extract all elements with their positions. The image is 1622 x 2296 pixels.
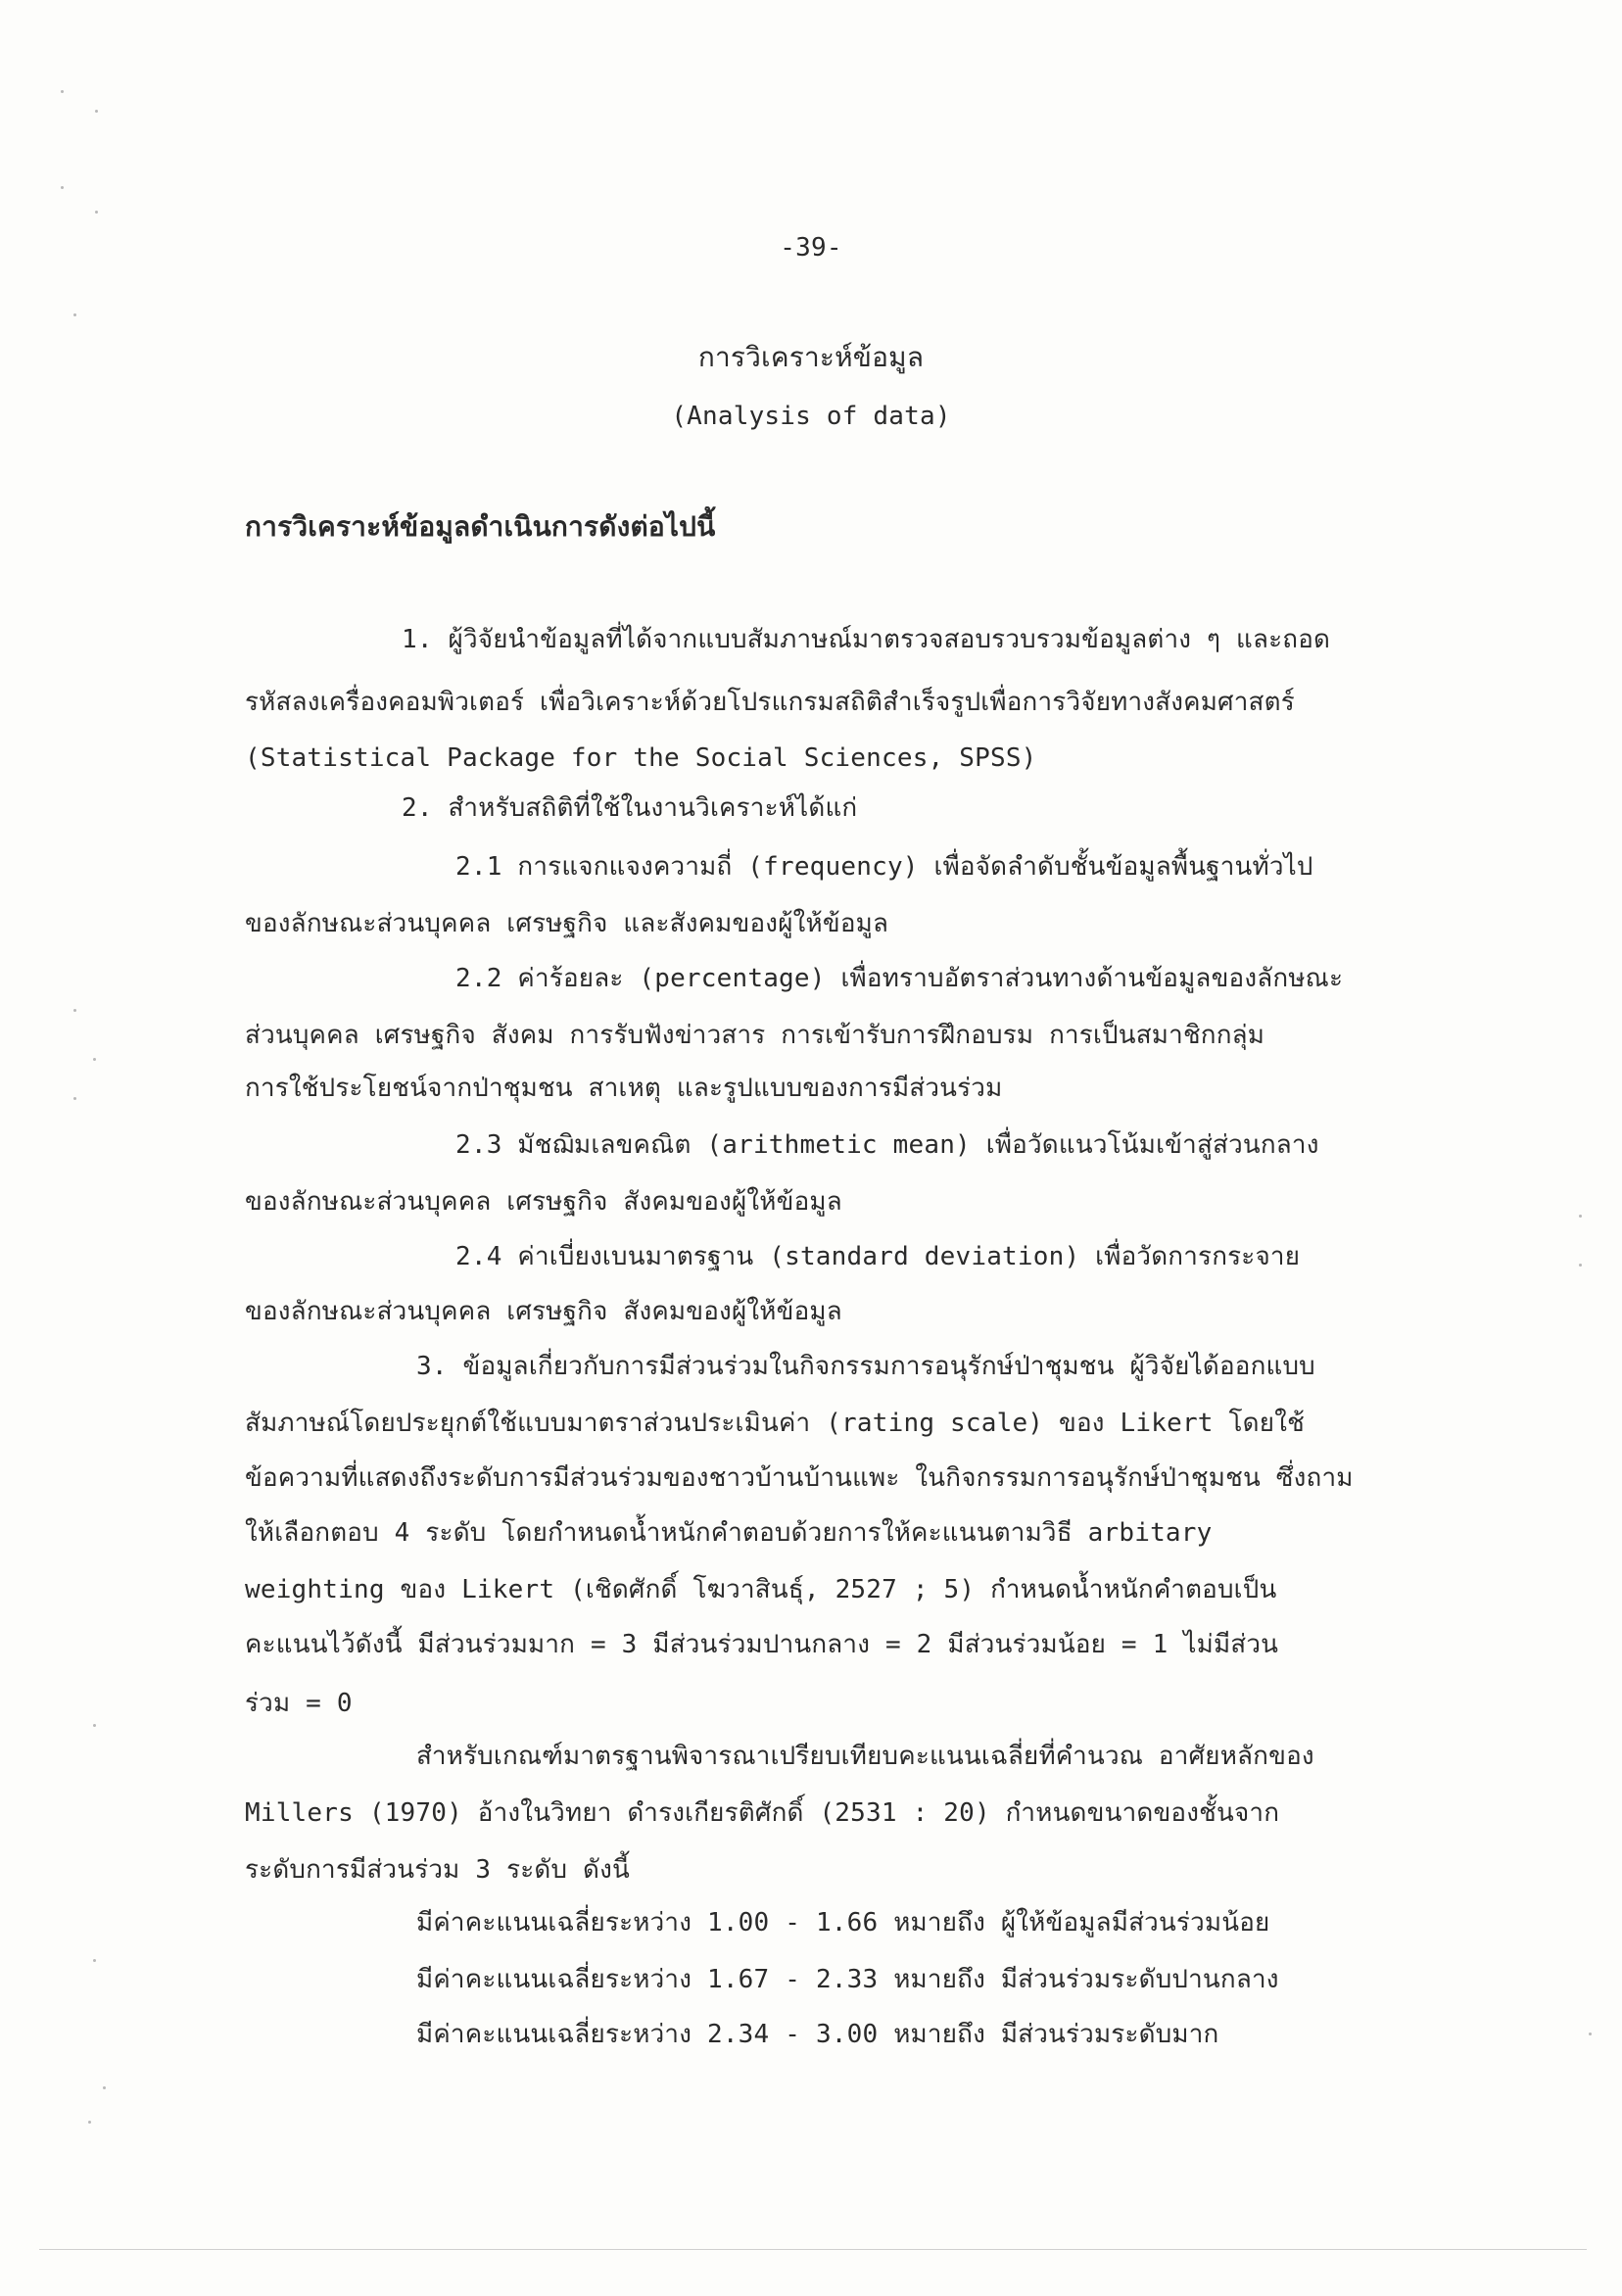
body-line: ส่วนบุคคล เศรษฐกิจ สังคม การรับฟังข่าวสาร การเข้ารับการฝึกอบรม การเป็นสมาชิกกลุ่ม xyxy=(245,1021,1265,1050)
scan-speck xyxy=(61,90,64,93)
body-line: 3. ข้อมูลเกี่ยวกับการมีส่วนร่วมในกิจกรรมการอนุรักษ์ป่าชุมชน ผู้วิจัยได้ออกแบบ xyxy=(416,1352,1315,1381)
scan-speck xyxy=(1579,1215,1582,1218)
body-line: 2.4 ค่าเบี่ยงเบนมาตรฐาน (standard deviation) เพื่อวัดการกระจาย xyxy=(455,1242,1301,1271)
scan-speck xyxy=(93,1959,96,1962)
body-line: 2.3 มัชฌิมเลขคณิต (arithmetic mean) เพื่อวัดแนวโน้มเข้าสู่ส่วนกลาง xyxy=(455,1130,1319,1160)
body-line: ของลักษณะส่วนบุคคล เศรษฐกิจ สังคมของผู้ให้ข้อมูล xyxy=(245,1187,842,1217)
body-line: ร่วม = 0 xyxy=(245,1689,353,1718)
scan-speck xyxy=(93,1058,96,1061)
criteria-line: มีค่าคะแนนเฉลี่ยระหว่าง 1.00 - 1.66 หมายถึง ผู้ให้ข้อมูลมีส่วนร่วมน้อย xyxy=(416,1908,1270,1937)
body-line: คะแนนไว้ดังนี้ มีส่วนร่วมมาก = 3 มีส่วนร่วมปานกลาง = 2 มีส่วนร่วมน้อย = 1 ไม่มีส่วน xyxy=(245,1630,1279,1659)
scan-speck xyxy=(93,1724,96,1727)
scan-speck xyxy=(95,110,98,113)
body-line: ให้เลือกตอบ 4 ระดับ โดยกำหนดน้ำหนักคำตอบด้วยการให้คะแนนตามวิธี arbitary xyxy=(245,1518,1213,1548)
scan-speck xyxy=(73,313,76,316)
body-line: 2. สำหรับสถิติที่ใช้ในงานวิเคราะห์ได้แก่ xyxy=(402,793,858,823)
scan-speck xyxy=(1579,1264,1582,1267)
scan-speck xyxy=(103,2086,106,2089)
criteria-line: มีค่าคะแนนเฉลี่ยระหว่าง 1.67 - 2.33 หมายถึง มีส่วนร่วมระดับปานกลาง xyxy=(416,1965,1279,1994)
scan-speck xyxy=(73,1097,76,1100)
body-line: ของลักษณะส่วนบุคคล เศรษฐกิจ และสังคมของผู้ให้ข้อมูล xyxy=(245,909,889,938)
page-number: -39- xyxy=(780,233,842,263)
page-title-thai: การวิเคราะห์ข้อมูล xyxy=(697,341,925,373)
body-line: สัมภาษณ์โดยประยุกต์ใช้แบบมาตราส่วนประเมินค่า (rating scale) ของ Likert โดยใช้ xyxy=(245,1409,1305,1438)
body-line: ของลักษณะส่วนบุคคล เศรษฐกิจ สังคมของผู้ให้ข้อมูล xyxy=(245,1297,842,1326)
scan-speck xyxy=(88,2121,91,2124)
scan-speck xyxy=(1589,2033,1592,2035)
scan-speck xyxy=(73,1009,76,1012)
page-title-english: (Analysis of data) xyxy=(671,402,951,431)
scan-speck xyxy=(61,186,64,189)
body-line: ข้อความที่แสดงถึงระดับการมีส่วนร่วมของชาวบ้านบ้านแพะ ในกิจกรรมการอนุรักษ์ป่าชุมชน ซึ่งถาม xyxy=(245,1463,1354,1493)
body-line: Millers (1970) อ้างในวิทยา ดำรงเกียรติศักดิ์ (2531 : 20) กำหนดขนาดของชั้นจาก xyxy=(245,1798,1280,1828)
body-line: การใช้ประโยชน์จากป่าชุมชน สาเหตุ และรูปแบบของการมีส่วนร่วม xyxy=(245,1074,1003,1103)
body-line: weighting ของ Likert (เชิดศักดิ์ โฆวาสินธุ์, 2527 ; 5) กำหนดน้ำหนักคำตอบเป็น xyxy=(245,1575,1277,1604)
scan-speck xyxy=(95,211,98,214)
body-line: 2.1 การแจกแจงความถี่ (frequency) เพื่อจัดลำดับชั้นข้อมูลพื้นฐานทั่วไป xyxy=(455,852,1313,882)
body-line: ระดับการมีส่วนร่วม 3 ระดับ ดังนี้ xyxy=(245,1855,630,1885)
criteria-line: มีค่าคะแนนเฉลี่ยระหว่าง 2.34 - 3.00 หมายถึง มีส่วนร่วมระดับมาก xyxy=(416,2020,1219,2049)
body-line: 2.2 ค่าร้อยละ (percentage) เพื่อทราบอัตราส่วนทางด้านข้อมูลของลักษณะ xyxy=(455,964,1344,993)
body-line: (Statistical Package for the Social Sciences, SPSS) xyxy=(245,743,1037,773)
body-line: รหัสลงเครื่องคอมพิวเตอร์ เพื่อวิเคราะห์ด้วยโปรแกรมสถิติสำเร็จรูปเพื่อการวิจัยทางสังคมศาสตร์ xyxy=(245,688,1295,717)
scan-edge-line xyxy=(39,2249,1587,2250)
section-heading: การวิเคราะห์ข้อมูลดำเนินการดังต่อไปนี้ xyxy=(245,510,716,543)
body-line: 1. ผู้วิจัยนำข้อมูลที่ได้จากแบบสัมภาษณ์มาตรวจสอบรวบรวมข้อมูลต่าง ๆ และถอด xyxy=(402,625,1331,654)
body-line: สำหรับเกณฑ์มาตรฐานพิจารณาเปรียบเทียบคะแนนเฉลี่ยที่คำนวณ อาศัยหลักของ xyxy=(416,1742,1314,1771)
